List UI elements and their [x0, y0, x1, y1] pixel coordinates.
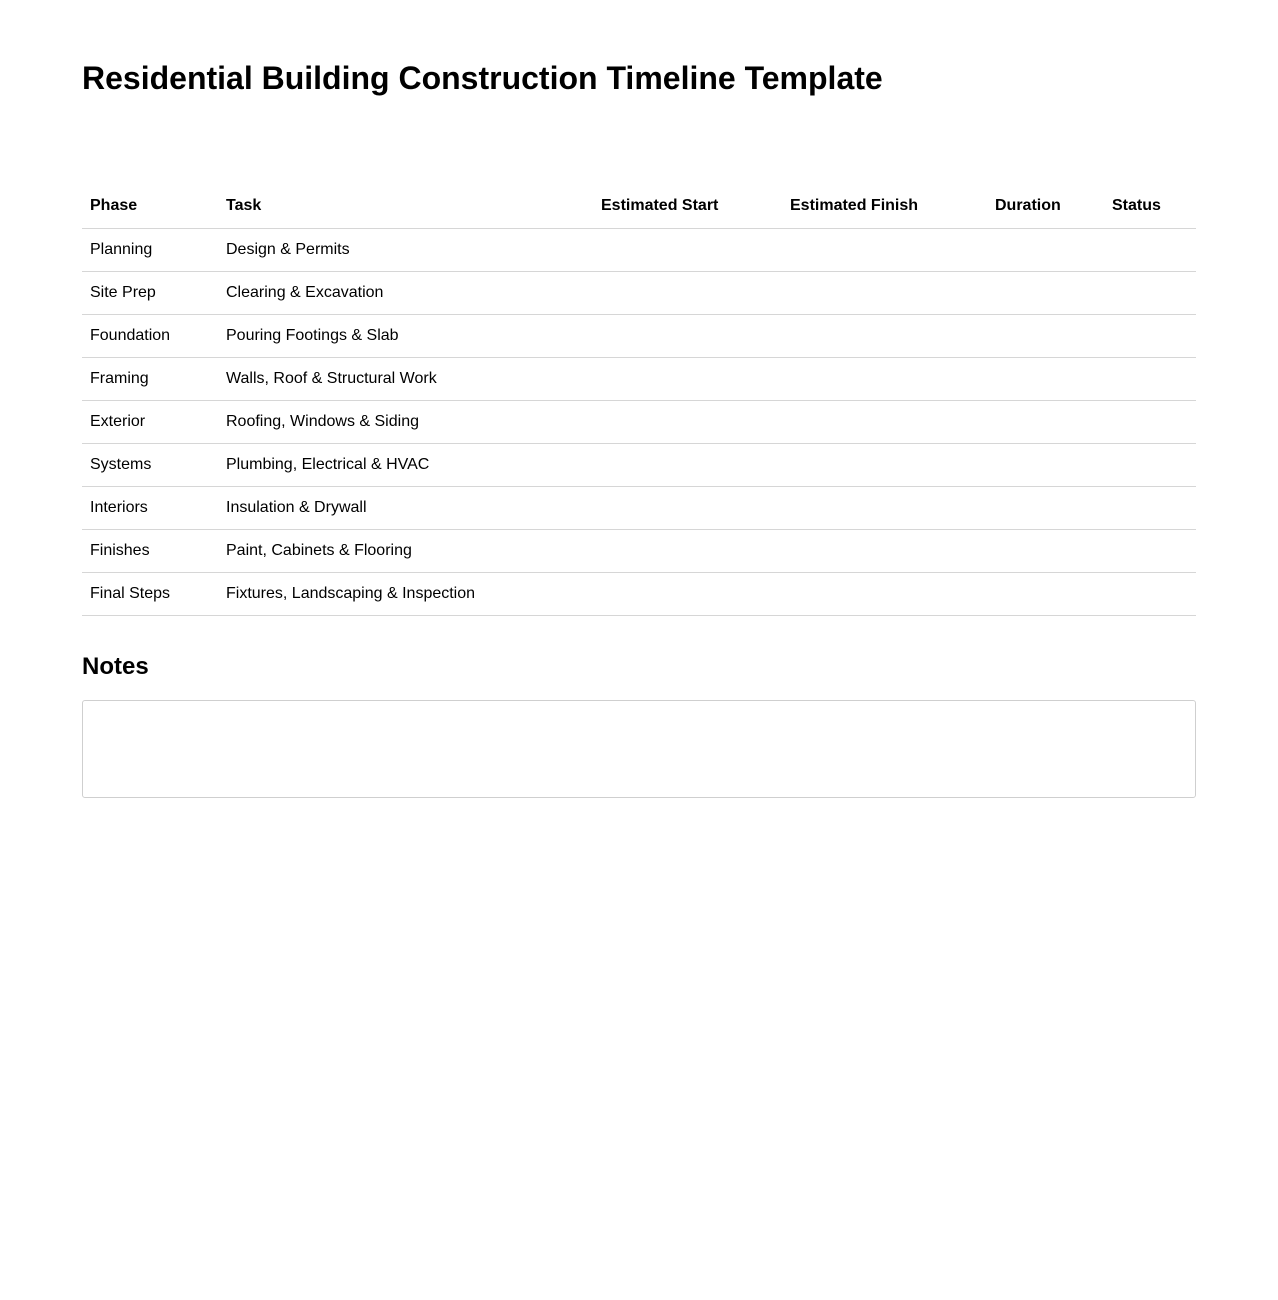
cell-task: Clearing & Excavation [218, 272, 593, 315]
cell-phase: Final Steps [82, 573, 218, 616]
cell-phase: Finishes [82, 530, 218, 573]
cell-estimated-finish[interactable] [782, 401, 987, 444]
cell-estimated-start[interactable] [593, 272, 782, 315]
cell-phase: Systems [82, 444, 218, 487]
cell-status[interactable] [1104, 573, 1196, 616]
table-row [82, 444, 1196, 487]
header-estimated-finish: Estimated Finish [782, 183, 987, 229]
cell-status[interactable] [1104, 487, 1196, 530]
cell-duration[interactable] [987, 444, 1104, 487]
cell-estimated-start[interactable] [593, 487, 782, 530]
cell-phase: Site Prep [82, 272, 218, 315]
cell-duration[interactable] [987, 530, 1104, 573]
cell-duration[interactable] [987, 272, 1104, 315]
header-duration: Duration [987, 183, 1104, 229]
cell-estimated-finish[interactable] [782, 530, 987, 573]
table-header [82, 183, 1196, 229]
table-row [82, 487, 1196, 530]
cell-task: Paint, Cabinets & Flooring [218, 530, 593, 573]
table-body [82, 229, 1196, 616]
header-phase: Phase [82, 183, 218, 229]
cell-estimated-start[interactable] [593, 358, 782, 401]
table-row [82, 272, 1196, 315]
header-status: Status [1104, 183, 1196, 229]
cell-estimated-start[interactable] [593, 573, 782, 616]
cell-task: Roofing, Windows & Siding [218, 401, 593, 444]
cell-status[interactable] [1104, 401, 1196, 444]
cell-estimated-start[interactable] [593, 401, 782, 444]
cell-task: Pouring Footings & Slab [218, 315, 593, 358]
cell-phase: Planning [82, 229, 218, 272]
table-row [82, 315, 1196, 358]
cell-task: Fixtures, Landscaping & Inspection [218, 573, 593, 616]
cell-estimated-start[interactable] [593, 315, 782, 358]
notes-field[interactable] [82, 700, 1196, 798]
cell-phase: Framing [82, 358, 218, 401]
cell-duration[interactable] [987, 358, 1104, 401]
cell-phase: Exterior [82, 401, 218, 444]
cell-status[interactable] [1104, 315, 1196, 358]
cell-task: Walls, Roof & Structural Work [218, 358, 593, 401]
table-row [82, 229, 1196, 272]
notes-heading: Notes [82, 653, 149, 680]
cell-duration[interactable] [987, 487, 1104, 530]
cell-estimated-finish[interactable] [782, 229, 987, 272]
cell-status[interactable] [1104, 530, 1196, 573]
cell-estimated-start[interactable] [593, 229, 782, 272]
cell-task: Plumbing, Electrical & HVAC [218, 444, 593, 487]
cell-estimated-finish[interactable] [782, 487, 987, 530]
cell-estimated-start[interactable] [593, 530, 782, 573]
cell-status[interactable] [1104, 272, 1196, 315]
cell-status[interactable] [1104, 358, 1196, 401]
cell-phase: Foundation [82, 315, 218, 358]
cell-task: Design & Permits [218, 229, 593, 272]
table-row [82, 573, 1196, 616]
header-row [82, 183, 1196, 229]
timeline-table [82, 183, 1196, 616]
table-row [82, 358, 1196, 401]
table-row [82, 530, 1196, 573]
cell-duration[interactable] [987, 229, 1104, 272]
cell-estimated-finish[interactable] [782, 315, 987, 358]
cell-duration[interactable] [987, 401, 1104, 444]
page-title: Residential Building Construction Timeline Template [82, 60, 883, 96]
cell-duration[interactable] [987, 573, 1104, 616]
cell-estimated-finish[interactable] [782, 358, 987, 401]
table-row [82, 401, 1196, 444]
cell-status[interactable] [1104, 229, 1196, 272]
cell-estimated-start[interactable] [593, 444, 782, 487]
cell-duration[interactable] [987, 315, 1104, 358]
cell-task: Insulation & Drywall [218, 487, 593, 530]
cell-estimated-finish[interactable] [782, 573, 987, 616]
header-task: Task [218, 183, 593, 229]
cell-estimated-finish[interactable] [782, 444, 987, 487]
cell-phase: Interiors [82, 487, 218, 530]
cell-estimated-finish[interactable] [782, 272, 987, 315]
cell-status[interactable] [1104, 444, 1196, 487]
header-estimated-start: Estimated Start [593, 183, 782, 229]
